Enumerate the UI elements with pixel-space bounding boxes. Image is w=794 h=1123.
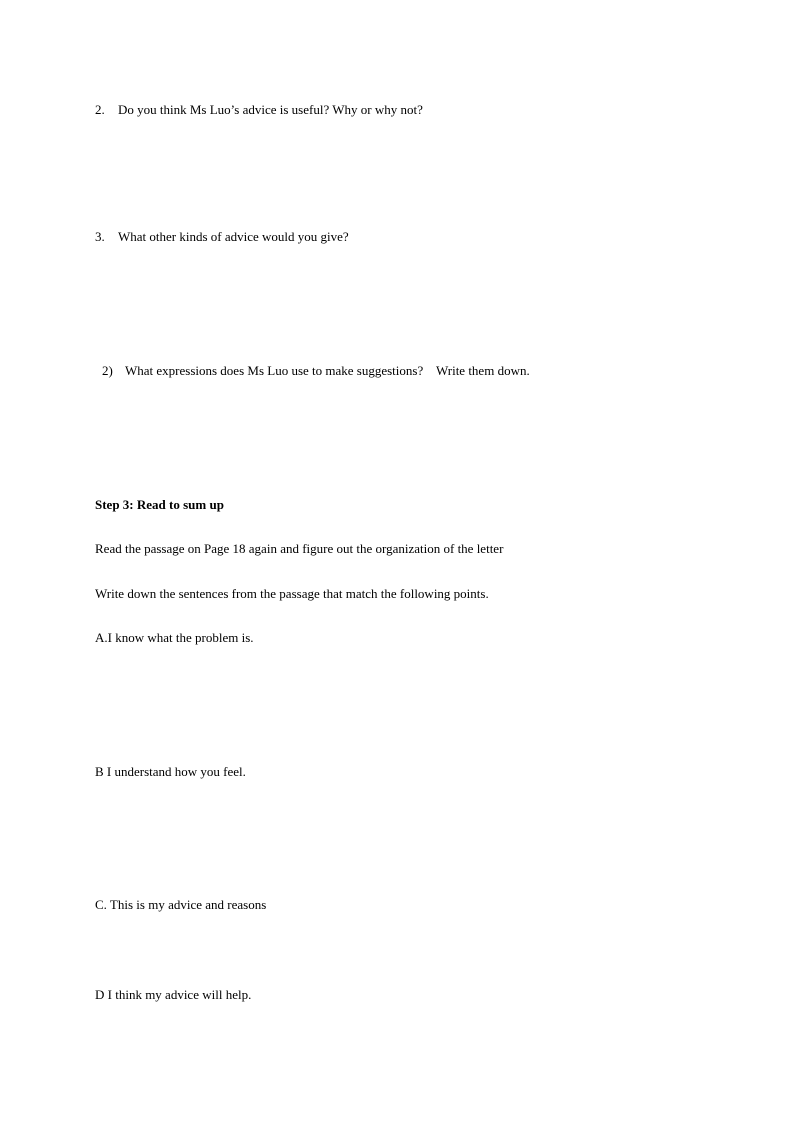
step3-instruction-1: Read the passage on Page 18 again and figure out the organization of the letter bbox=[95, 541, 504, 556]
step3-heading: Step 3: Read to sum up bbox=[95, 497, 224, 512]
question-3 bbox=[95, 229, 349, 245]
question-number: 2) bbox=[102, 363, 113, 378]
question-sub-2 bbox=[102, 363, 530, 379]
point-d: D I think my advice will help. bbox=[95, 987, 252, 1002]
point-c: C. This is my advice and reasons bbox=[95, 897, 267, 912]
step3-instruction-2: Write down the sentences from the passage that match the following points. bbox=[95, 586, 489, 601]
question-2 bbox=[95, 102, 423, 118]
question-number: 3. bbox=[95, 229, 105, 244]
question-text: What expressions does Ms Luo use to make suggestions? Write them down. bbox=[125, 363, 530, 378]
point-a: A.I know what the problem is. bbox=[95, 630, 254, 645]
question-number: 2. bbox=[95, 102, 105, 117]
question-text: What other kinds of advice would you give? bbox=[118, 229, 349, 244]
question-text: Do you think Ms Luo’s advice is useful? Why or why not? bbox=[118, 102, 423, 117]
point-b: B I understand how you feel. bbox=[95, 764, 246, 779]
